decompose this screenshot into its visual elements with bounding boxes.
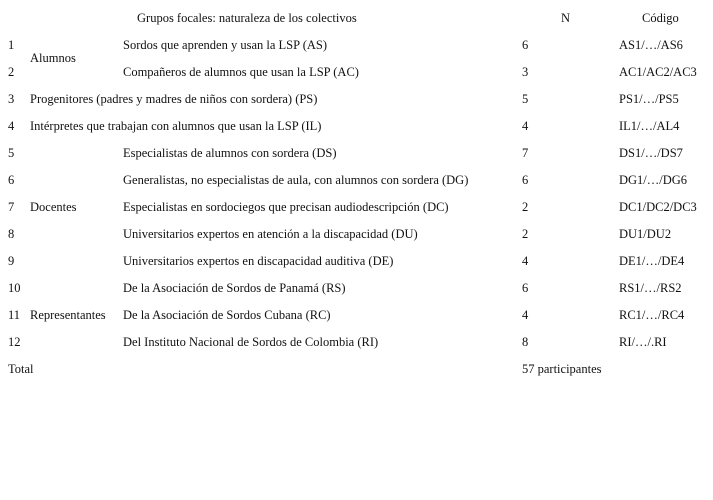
row-n: 3: [522, 65, 529, 79]
row-group: Intérpretes que trabajan con alumnos que usan la LSP (IL): [30, 119, 322, 133]
row-n: 7: [522, 146, 529, 160]
group-label-representantes: Representantes: [30, 308, 106, 322]
table-row: [0, 65, 713, 92]
row-description: Especialistas de alumnos con sordera (DS): [123, 146, 337, 160]
row-description: De la Asociación de Sordos Cubana (RC): [123, 308, 331, 322]
table-row: [0, 92, 713, 119]
row-description: Especialistas en sordociegos que precisan audiodescripción (DC): [123, 200, 449, 214]
row-number: 1: [8, 38, 15, 52]
total-label: Total: [8, 362, 34, 376]
row-number: 3: [8, 92, 15, 106]
row-description: De la Asociación de Sordos de Panamá (RS): [123, 281, 346, 295]
table-row: [0, 281, 713, 308]
row-description: Compañeros de alumnos que usan la LSP (AC): [123, 65, 359, 79]
row-n: 2: [522, 227, 529, 241]
total-row: [0, 362, 713, 389]
table-row: [0, 173, 713, 200]
row-n: 4: [522, 308, 529, 322]
row-number: 10: [8, 281, 21, 295]
row-group: Progenitores (padres y madres de niños con sordera) (PS): [30, 92, 318, 106]
row-number: 2: [8, 65, 15, 79]
row-number: 9: [8, 254, 15, 268]
row-code: DE1/…/DE4: [619, 254, 685, 268]
row-number: 7: [8, 200, 15, 214]
row-number: 5: [8, 146, 15, 160]
row-number: 6: [8, 173, 15, 187]
row-code: IL1/…/AL4: [619, 119, 680, 133]
row-code: RI/…/.RI: [619, 335, 667, 349]
row-description: Universitarios expertos en discapacidad auditiva (DE): [123, 254, 394, 268]
row-code: DG1/…/DG6: [619, 173, 688, 187]
header-code: Código: [642, 11, 679, 25]
row-description: Del Instituto Nacional de Sordos de Colombia (RI): [123, 335, 379, 349]
row-code: AC1/AC2/AC3: [619, 65, 697, 79]
row-code: AS1/…/AS6: [619, 38, 683, 52]
table-row: [0, 335, 713, 362]
table-row: [0, 38, 713, 65]
row-number: 4: [8, 119, 15, 133]
group-label-docentes: Docentes: [30, 200, 77, 214]
row-code: RC1/…/RC4: [619, 308, 685, 322]
row-n: 5: [522, 92, 529, 106]
row-description: Sordos que aprenden y usan la LSP (AS): [123, 38, 328, 52]
row-number: 11: [8, 308, 21, 322]
row-n: 6: [522, 281, 529, 295]
row-n: 6: [522, 38, 529, 52]
row-code: PS1/…/PS5: [619, 92, 679, 106]
row-number: 12: [8, 335, 21, 349]
table-row: [0, 200, 713, 227]
table-row: [0, 227, 713, 254]
row-code: RS1/…/RS2: [619, 281, 682, 295]
header-description: Grupos focales: naturaleza de los colectivos: [137, 11, 357, 25]
row-code: DS1/…/DS7: [619, 146, 683, 160]
group-label-alumnos: Alumnos: [30, 51, 76, 65]
row-code: DC1/DC2/DC3: [619, 200, 697, 214]
table-row: [0, 146, 713, 173]
table-row: [0, 119, 713, 146]
row-description: Universitarios expertos en atención a la discapacidad (DU): [123, 227, 418, 241]
row-n: 6: [522, 173, 529, 187]
row-n: 4: [522, 254, 529, 268]
row-description: Generalistas, no especialistas de aula, con alumnos con sordera (DG): [123, 173, 469, 187]
row-code: DU1/DU2: [619, 227, 672, 241]
table-row: [0, 254, 713, 281]
row-number: 8: [8, 227, 15, 241]
total-n: 57 participantes: [522, 362, 602, 376]
table-row: [0, 308, 713, 335]
row-n: 8: [522, 335, 529, 349]
row-n: 2: [522, 200, 529, 214]
row-n: 4: [522, 119, 529, 133]
header-n: N: [561, 11, 571, 25]
